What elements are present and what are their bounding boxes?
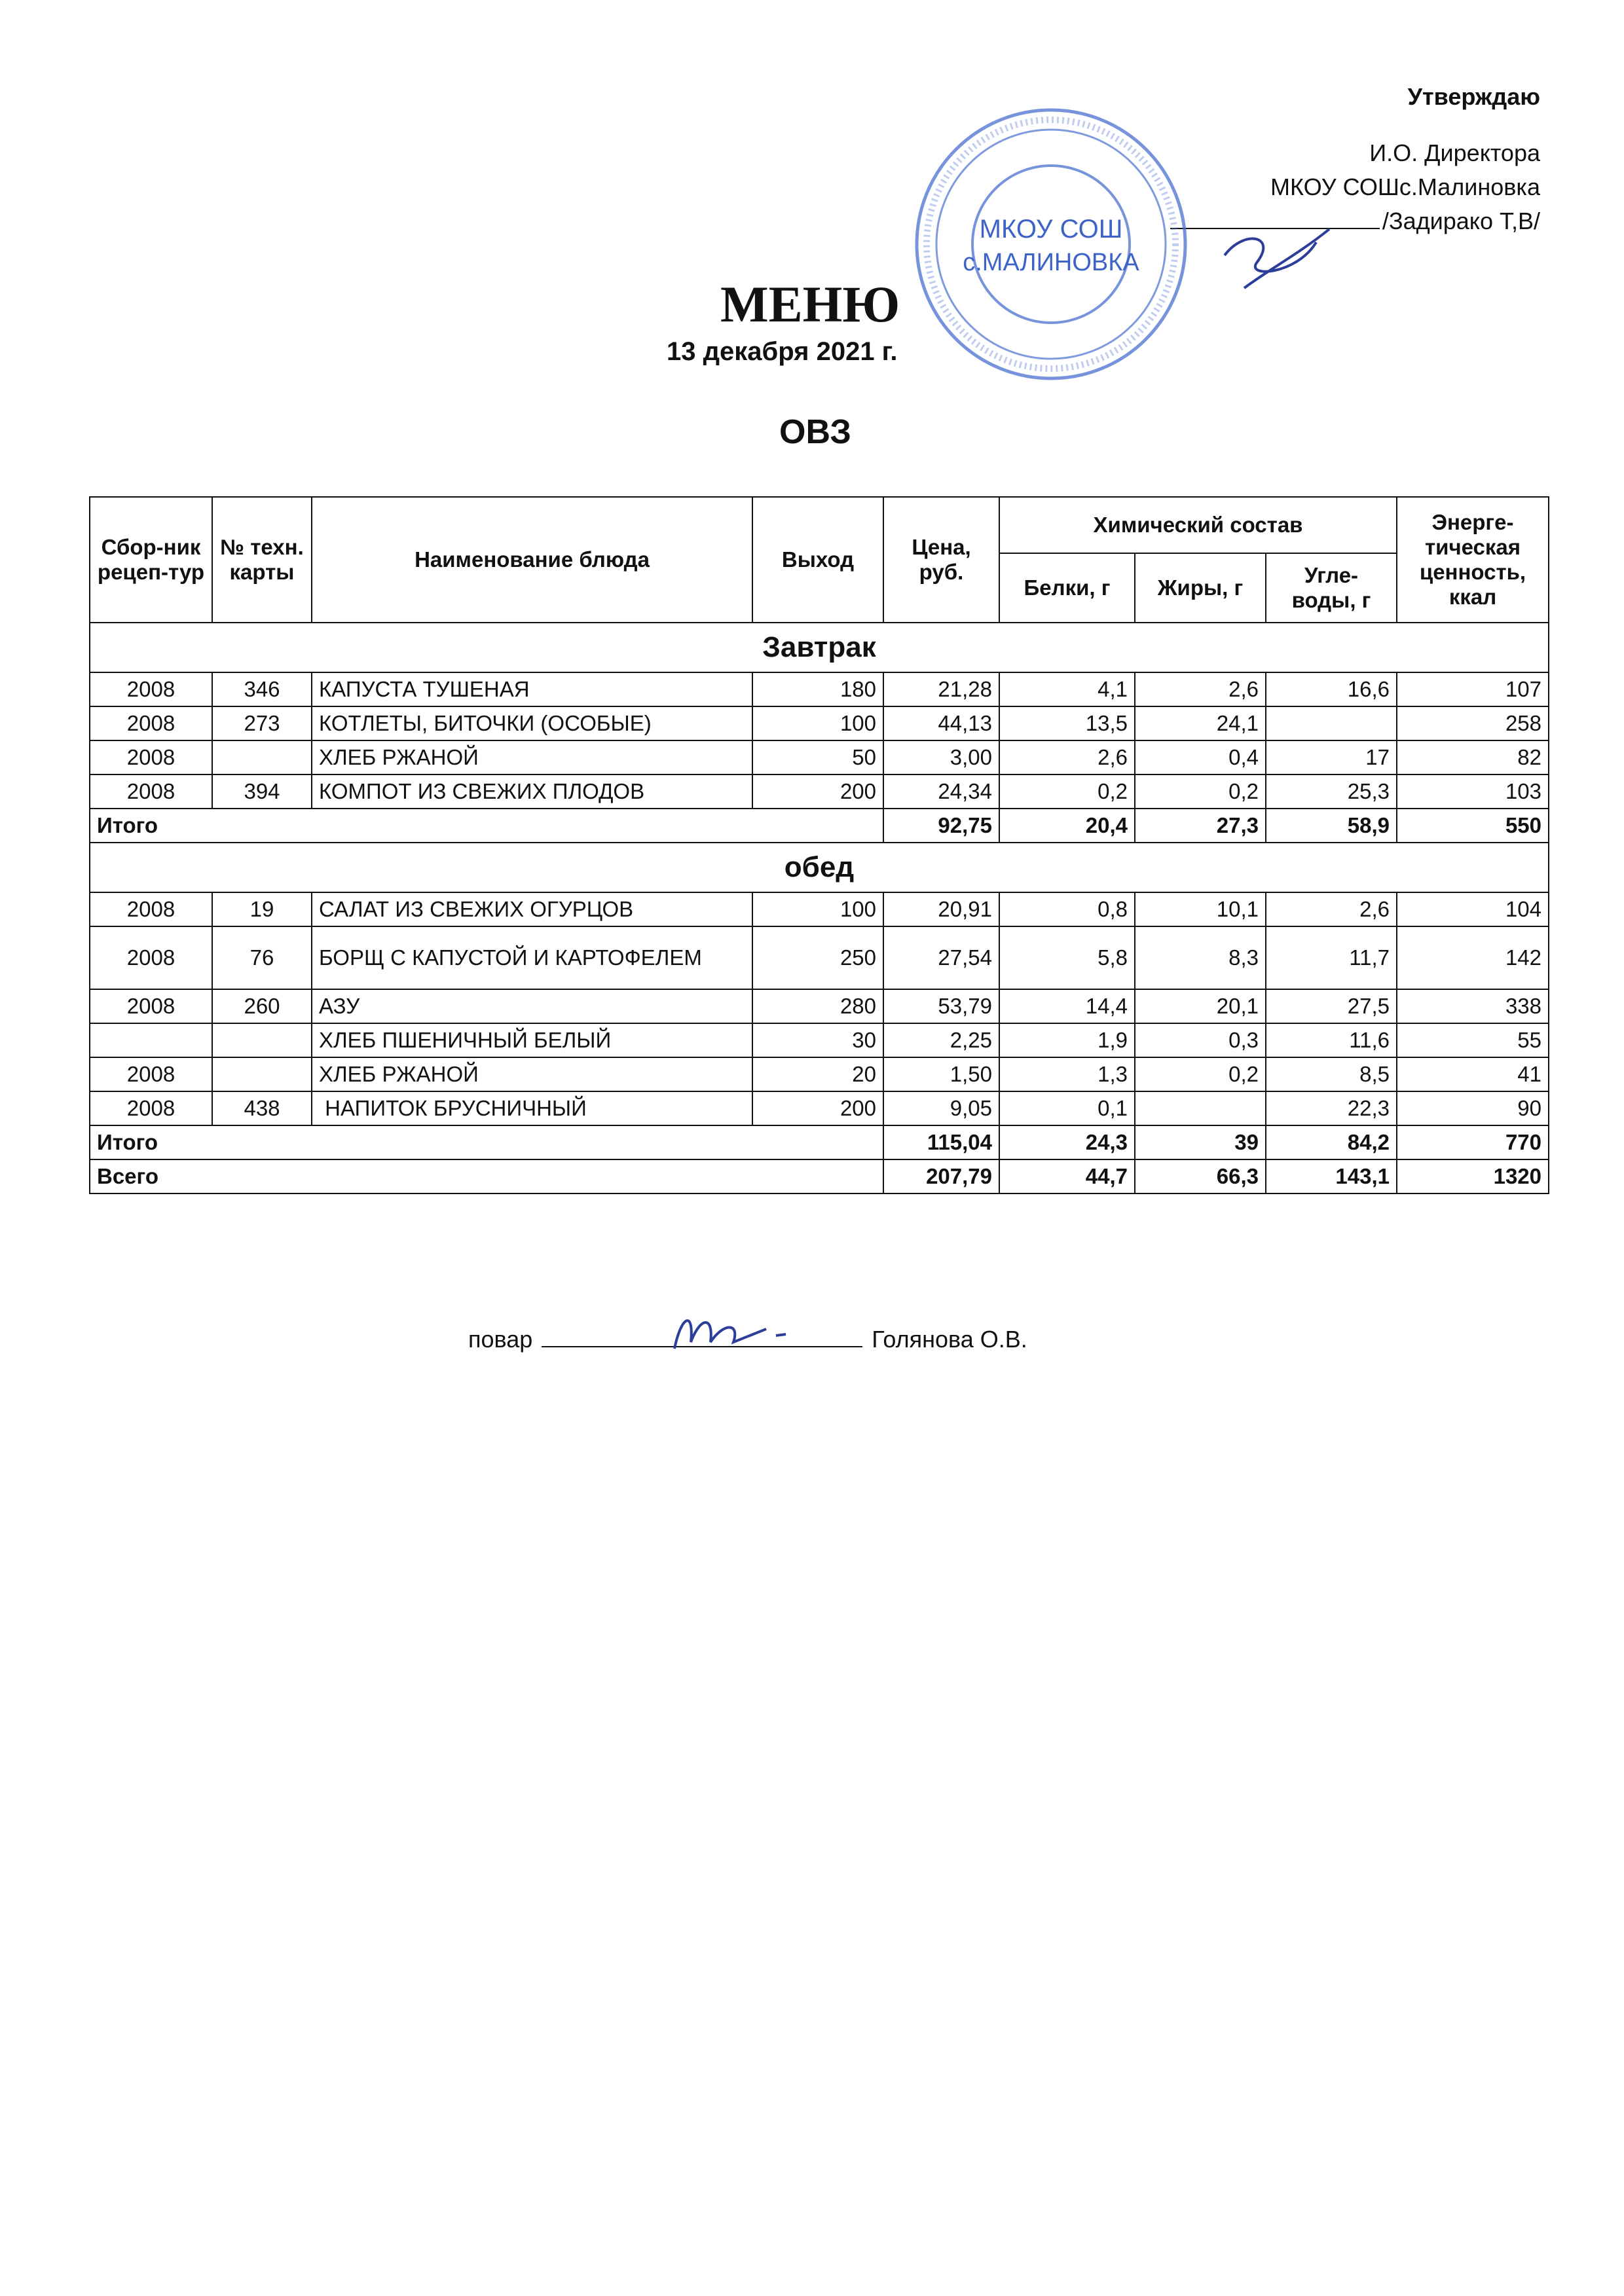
table-row [90, 740, 1549, 774]
grand-total-carbs: 143,1 [1266, 1159, 1397, 1194]
cell-output: 280 [752, 989, 883, 1023]
grand-total-price: 207,79 [883, 1159, 999, 1194]
cell-price: 20,91 [883, 892, 999, 926]
header-energy: Энерге-тическая ценность, ккал [1397, 497, 1549, 623]
cell-energy: 41 [1397, 1057, 1549, 1091]
table-row [90, 672, 1549, 706]
cell-card: 438 [212, 1091, 312, 1125]
cell-protein: 1,3 [999, 1057, 1135, 1091]
cell-fat: 2,6 [1135, 672, 1266, 706]
total-energy: 770 [1397, 1125, 1549, 1159]
total-label: Итого [90, 809, 883, 843]
cell-energy: 82 [1397, 740, 1549, 774]
cell-price: 53,79 [883, 989, 999, 1023]
cell-price: 21,28 [883, 672, 999, 706]
cell-dish: ХЛЕБ РЖАНОЙ [312, 1057, 752, 1091]
cell-carbs: 25,3 [1266, 774, 1397, 809]
cell-card: 346 [212, 672, 312, 706]
header-chem: Химический состав [999, 497, 1397, 553]
total-label: Итого [90, 1125, 883, 1159]
total-row-lunch [90, 1125, 1549, 1159]
approval-title: Утверждаю [1407, 83, 1540, 110]
table-row [90, 1057, 1549, 1091]
cell-output: 200 [752, 774, 883, 809]
cell-dish: КОМПОТ ИЗ СВЕЖИХ ПЛОДОВ [312, 774, 752, 809]
cell-energy: 107 [1397, 672, 1549, 706]
document-date: 13 декабря 2021 г. [667, 337, 898, 366]
cell-card: 273 [212, 706, 312, 740]
header-fat: Жиры, г [1135, 553, 1266, 623]
cell-dish: БОРЩ С КАПУСТОЙ И КАРТОФЕЛЕМ [312, 926, 752, 989]
cell-card [212, 740, 312, 774]
cell-carbs: 11,7 [1266, 926, 1397, 989]
table-row [90, 706, 1549, 740]
cell-output: 200 [752, 1091, 883, 1125]
cook-role: повар [468, 1326, 533, 1353]
cell-carbs: 17 [1266, 740, 1397, 774]
cell-carbs: 27,5 [1266, 989, 1397, 1023]
table-row [90, 774, 1549, 809]
cell-carbs: 2,6 [1266, 892, 1397, 926]
cell-energy: 338 [1397, 989, 1549, 1023]
cell-price: 44,13 [883, 706, 999, 740]
cell-carbs: 11,6 [1266, 1023, 1397, 1057]
cell-card: 260 [212, 989, 312, 1023]
cell-collection: 2008 [90, 774, 212, 809]
table-row [90, 989, 1549, 1023]
cell-dish: АЗУ [312, 989, 752, 1023]
cell-fat: 0,3 [1135, 1023, 1266, 1057]
total-price: 92,75 [883, 809, 999, 843]
cell-collection: 2008 [90, 892, 212, 926]
total-fat: 27,3 [1135, 809, 1266, 843]
total-price: 115,04 [883, 1125, 999, 1159]
cook-signature [661, 1303, 792, 1362]
cell-carbs: 22,3 [1266, 1091, 1397, 1125]
total-energy: 550 [1397, 809, 1549, 843]
cell-fat: 8,3 [1135, 926, 1266, 989]
table-row [90, 892, 1549, 926]
total-protein: 24,3 [999, 1125, 1135, 1159]
cook-name: Голянова О.В. [872, 1326, 1027, 1353]
cell-price: 2,25 [883, 1023, 999, 1057]
cell-fat: 0,4 [1135, 740, 1266, 774]
cell-protein: 2,6 [999, 740, 1135, 774]
cell-price: 9,05 [883, 1091, 999, 1125]
cell-price: 27,54 [883, 926, 999, 989]
header-carbs: Угле-воды, г [1266, 553, 1397, 623]
cell-carbs [1266, 706, 1397, 740]
grand-total-label: Всего [90, 1159, 883, 1194]
total-row-breakfast [90, 809, 1549, 843]
cell-protein: 5,8 [999, 926, 1135, 989]
cell-dish: НАПИТОК БРУСНИЧНЫЙ [312, 1091, 752, 1125]
cell-output: 100 [752, 706, 883, 740]
cell-collection: 2008 [90, 672, 212, 706]
cell-energy: 258 [1397, 706, 1549, 740]
cell-protein: 4,1 [999, 672, 1135, 706]
grand-total-row [90, 1159, 1549, 1194]
stamp-line-2: с.МАЛИНОВКА [963, 249, 1139, 276]
total-carbs: 58,9 [1266, 809, 1397, 843]
cell-fat: 24,1 [1135, 706, 1266, 740]
table-row [90, 1023, 1549, 1057]
document-title: МЕНЮ [720, 276, 900, 333]
cell-collection: 2008 [90, 989, 212, 1023]
cell-card [212, 1023, 312, 1057]
header-price: Цена, руб. [883, 497, 999, 623]
cell-protein: 14,4 [999, 989, 1135, 1023]
grand-total-protein: 44,7 [999, 1159, 1135, 1194]
cell-dish: ХЛЕБ ПШЕНИЧНЫЙ БЕЛЫЙ [312, 1023, 752, 1057]
cell-output: 30 [752, 1023, 883, 1057]
approval-signer: /Задирако Т,В/ [1382, 208, 1540, 234]
cell-carbs: 16,6 [1266, 672, 1397, 706]
table-row [90, 1091, 1549, 1125]
cell-fat: 0,2 [1135, 1057, 1266, 1091]
cell-collection: 2008 [90, 740, 212, 774]
cell-protein: 0,8 [999, 892, 1135, 926]
header-protein: Белки, г [999, 553, 1135, 623]
cell-dish: САЛАТ ИЗ СВЕЖИХ ОГУРЦОВ [312, 892, 752, 926]
cell-collection: 2008 [90, 1057, 212, 1091]
menu-table [89, 496, 1549, 1194]
header-output: Выход [752, 497, 883, 623]
total-fat: 39 [1135, 1125, 1266, 1159]
cell-price: 24,34 [883, 774, 999, 809]
cell-collection: 2008 [90, 1091, 212, 1125]
cell-fat: 0,2 [1135, 774, 1266, 809]
cell-output: 50 [752, 740, 883, 774]
cell-fat: 10,1 [1135, 892, 1266, 926]
cell-protein: 13,5 [999, 706, 1135, 740]
cell-collection: 2008 [90, 926, 212, 989]
cell-output: 250 [752, 926, 883, 989]
cell-energy: 103 [1397, 774, 1549, 809]
stamp-line-1: МКОУ СОШ [979, 215, 1123, 244]
cell-card: 394 [212, 774, 312, 809]
cell-energy: 142 [1397, 926, 1549, 989]
cell-fat [1135, 1091, 1266, 1125]
director-signature [1218, 216, 1336, 308]
table-row [90, 926, 1549, 989]
cell-price: 1,50 [883, 1057, 999, 1091]
total-protein: 20,4 [999, 809, 1135, 843]
cell-dish: КОТЛЕТЫ, БИТОЧКИ (ОСОБЫЕ) [312, 706, 752, 740]
total-carbs: 84,2 [1266, 1125, 1397, 1159]
cell-protein: 0,1 [999, 1091, 1135, 1125]
header-tech-card: № техн. карты [212, 497, 312, 623]
approval-position: И.О. Директора [1369, 139, 1540, 166]
cell-dish: КАПУСТА ТУШЕНАЯ [312, 672, 752, 706]
cell-card: 19 [212, 892, 312, 926]
cell-carbs: 8,5 [1266, 1057, 1397, 1091]
cell-fat: 20,1 [1135, 989, 1266, 1023]
section-title-lunch: обед [90, 843, 1549, 892]
cell-output: 20 [752, 1057, 883, 1091]
cell-energy: 104 [1397, 892, 1549, 926]
school-stamp [910, 103, 1192, 385]
cell-dish: ХЛЕБ РЖАНОЙ [312, 740, 752, 774]
header-dish: Наименование блюда [312, 497, 752, 623]
section-title-breakfast: Завтрак [90, 623, 1549, 672]
cell-energy: 90 [1397, 1091, 1549, 1125]
cell-card: 76 [212, 926, 312, 989]
cell-collection: 2008 [90, 706, 212, 740]
cell-energy: 55 [1397, 1023, 1549, 1057]
cell-protein: 1,9 [999, 1023, 1135, 1057]
cell-card [212, 1057, 312, 1091]
document-category: ОВЗ [779, 413, 851, 451]
header-collection: Сбор-ник рецеп-тур [90, 497, 212, 623]
cell-price: 3,00 [883, 740, 999, 774]
cell-output: 180 [752, 672, 883, 706]
grand-total-fat: 66,3 [1135, 1159, 1266, 1194]
cell-output: 100 [752, 892, 883, 926]
cell-protein: 0,2 [999, 774, 1135, 809]
cell-collection [90, 1023, 212, 1057]
approval-block [1170, 80, 1540, 238]
approval-organization: МКОУ СОШс.Малиновка [1270, 173, 1540, 200]
grand-total-energy: 1320 [1397, 1159, 1549, 1194]
